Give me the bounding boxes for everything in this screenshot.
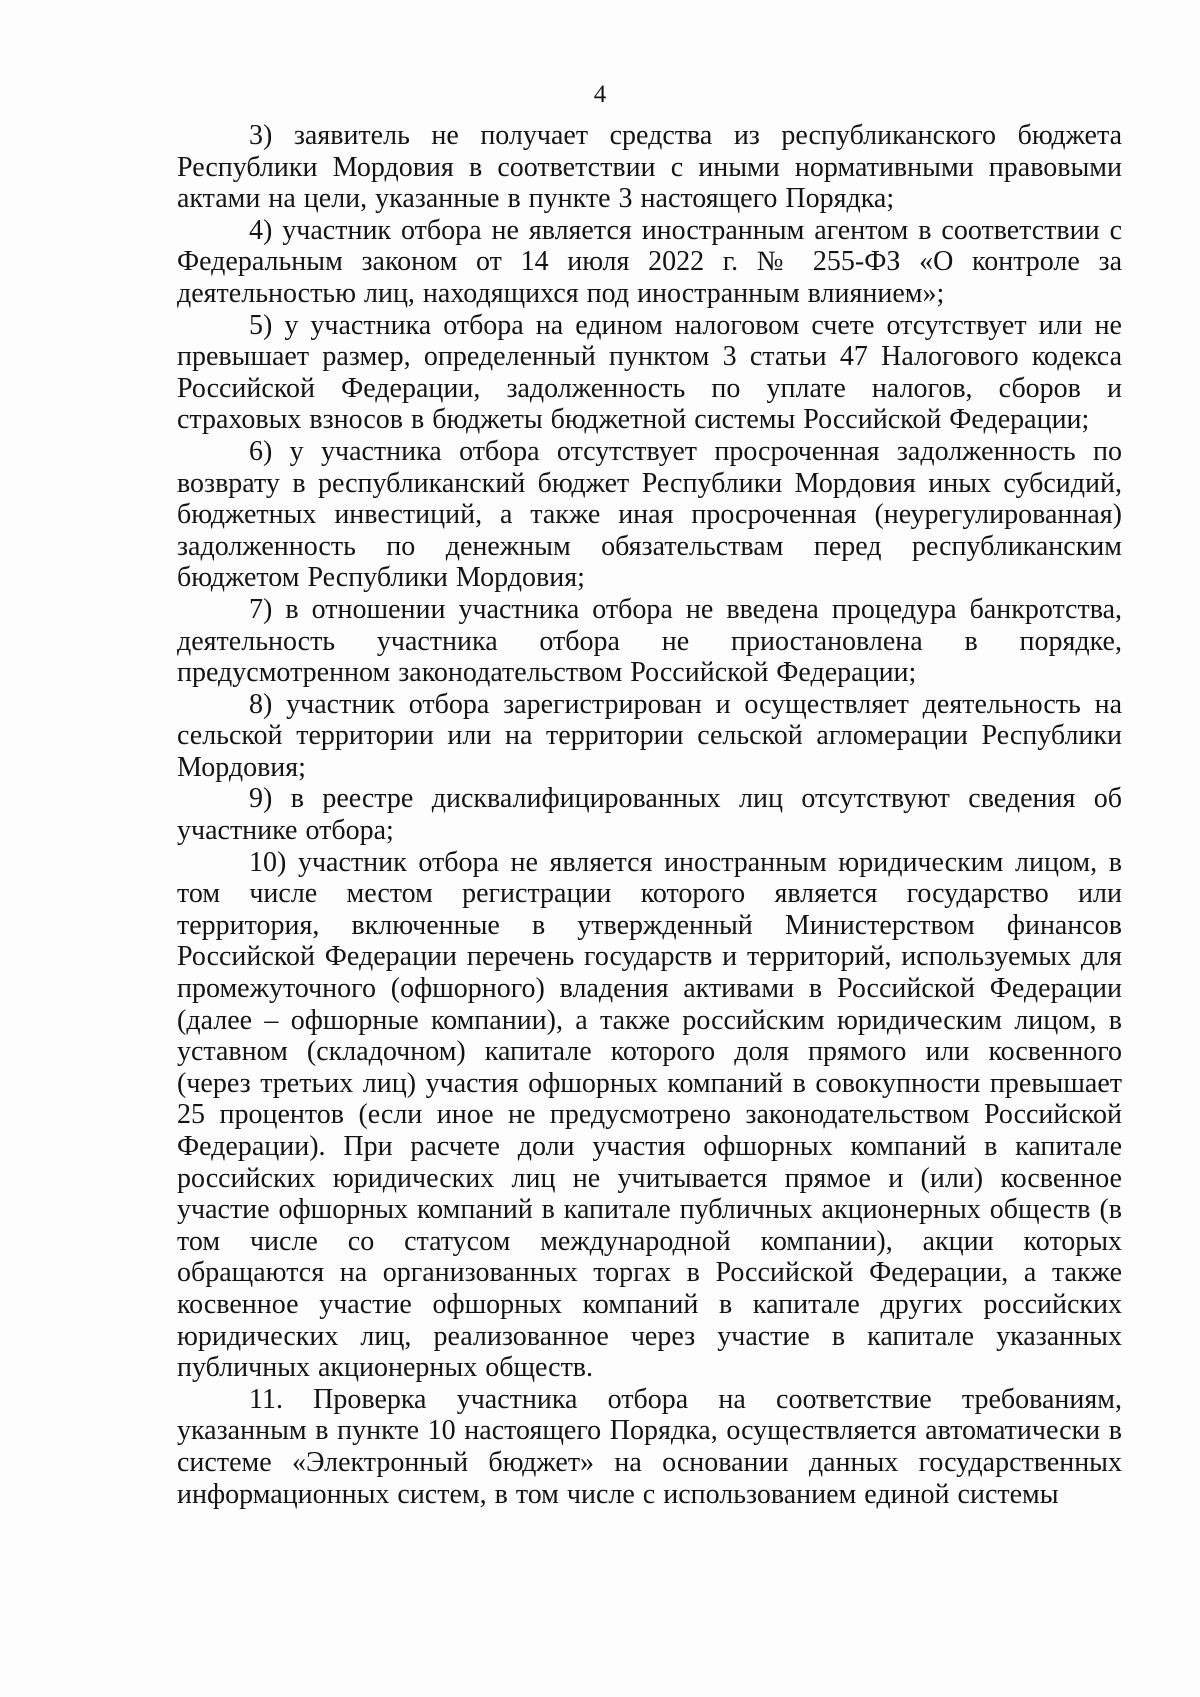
document-body <box>177 120 1122 1510</box>
paragraph-clause-11: 11. Проверка участника отбора на соответствие требованиям, указанным в пункте 10 настоящего Порядка, осуществляется автоматически в системе «Электронный бюджет» на основании данных государственных информационных систем, в том числе с использованием единой системы <box>177 1383 1122 1510</box>
paragraph-item-4: 4) участник отбора не является иностранным агентом в соответствии с Федеральным законом от 14 июля 2022 г. № 255-ФЗ «О контроле за деятельностью лиц, находящихся под иностранным влиянием»; <box>177 214 1122 309</box>
paragraph-item-10: 10) участник отбора не является иностранным юридическим лицом, в том числе местом регистрации которого является государство или территория, включенные в утвержденный Министерством финансов Российской Федерации перечень государств и территорий, используемых для промежуточного (офшорного) владения активами в Российской Федерации (далее – офшорные компании), а также российским юридическим лицом, в уставном (складочном) капитале которого доля прямого или косвенного (через третьих лиц) участия офшорных компаний в совокупности превышает 25 процентов (если иное не предусмотрено законодательством Российской Федерации). При расчете доли участия офшорных компаний в капитале российских юридических лиц не учитывается прямое и (или) косвенное участие офшорных компаний в капитале публичных акционерных обществ (в том числе со статусом международной компании), акции которых обращаются на организованных торгах в Российской Федерации, а также косвенное участие офшорных компаний в капитале других российских юридических лиц, реализованное через участие в капитале указанных публичных акционерных обществ. <box>177 846 1122 1384</box>
paragraph-item-7: 7) в отношении участника отбора не введена процедура банкротства, деятельность участника отбора не приостановлена в порядке, предусмотренном законодательством Российской Федерации; <box>177 593 1122 689</box>
paragraph-item-8: 8) участник отбора зарегистрирован и осуществляет деятельность на сельской территории или на территории сельской агломерации Республики Мордовия; <box>177 688 1122 783</box>
page-number: 4 <box>593 81 607 108</box>
paragraph-item-9: 9) в реестре дисквалифицированных лиц отсутствуют сведения об участнике отбора; <box>177 783 1122 847</box>
paragraph-item-6: 6) у участника отбора отсутствует просроченная задолженность по возврату в республиканский бюджет Республики Мордовия иных субсидий, бюджетных инвестиций, а также иная просроченная (неурегулированная) задолженность по денежным обязательствам перед республиканским бюджетом Республики Мордовия; <box>177 435 1122 594</box>
paragraph-item-3: 3) заявитель не получает средства из республиканского бюджета Республики Мордовия в соответствии с иными нормативными правовыми актами на цели, указанные в пункте 3 настоящего Порядка; <box>177 120 1122 215</box>
paragraph-item-5: 5) у участника отбора на едином налоговом счете отсутствует или не превышает размер, определенный пунктом 3 статьи 47 Налогового кодекса Российской Федерации, задолженность по уплате налогов, сборов и страховых взносов в бюджеты бюджетной системы Российской Федерации; <box>177 309 1122 436</box>
